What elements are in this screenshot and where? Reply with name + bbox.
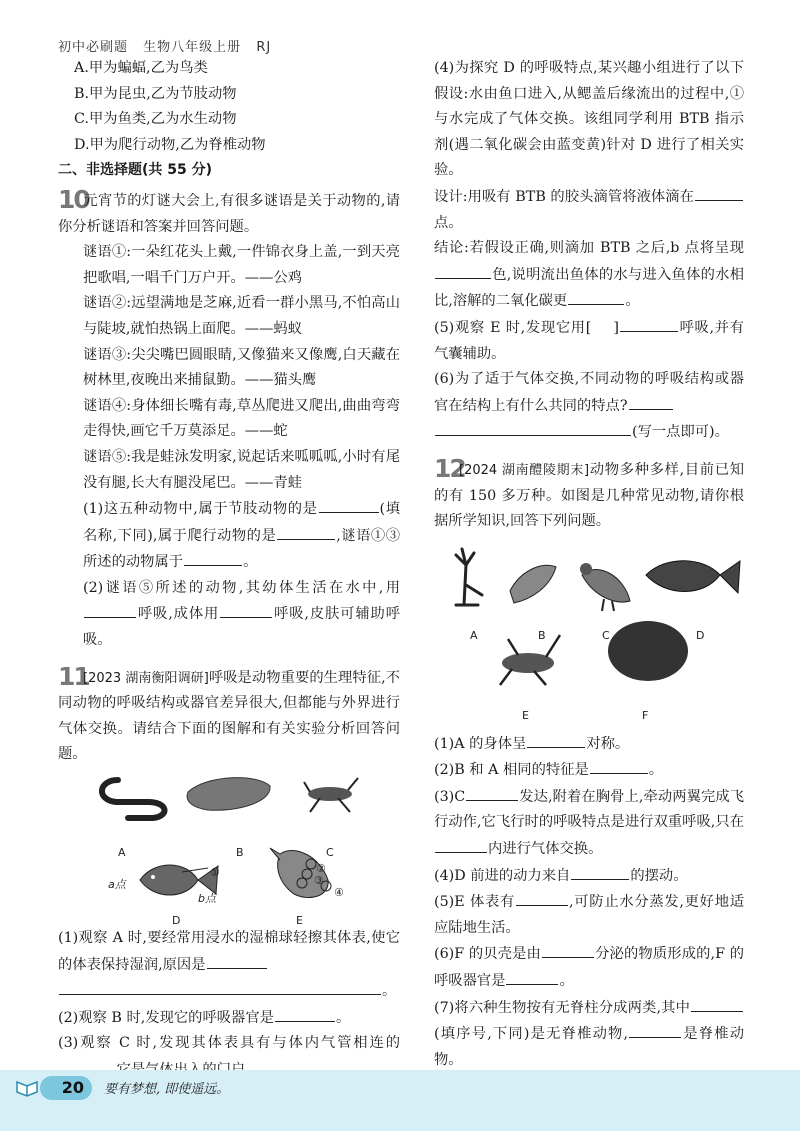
fig-marker-2: ② (316, 862, 326, 876)
fig-label-f: F (642, 708, 649, 722)
q12-number: 12 (434, 453, 465, 483)
answer-blank[interactable] (590, 757, 648, 774)
answer-blank[interactable] (84, 601, 136, 618)
q11-sub2-text-a: (2)观察 B 时,发现它的呼吸器官是 (58, 1009, 274, 1026)
q11-number: 11 (58, 661, 89, 691)
answer-blank[interactable] (542, 941, 594, 958)
left-column (58, 56, 400, 1084)
fig-point-b: b点 (198, 892, 216, 906)
q10-sub2 (58, 576, 400, 654)
fig-marker-4: ④ (334, 886, 344, 900)
fig-label-e: E (522, 708, 529, 722)
q12-s3-text-a: (3)C (434, 788, 466, 805)
q12-s4-text-b: 的摆动。 (630, 867, 688, 884)
q10-sub2-text-c: 呼吸,皮肤可辅助呼吸。 (83, 606, 401, 649)
q9-option-d: D.甲为爬行动物,乙为脊椎动物 (74, 136, 266, 153)
grasshopper-icon (500, 635, 560, 685)
q12-s7-text-b: (填序号,下同)是无脊椎动物, (434, 1026, 629, 1043)
q12-intro (434, 453, 744, 535)
q10-sub2-text-a: (2)谜语⑤所述的动物,其幼体生活在水中,用 (83, 579, 400, 596)
answer-blank[interactable] (527, 731, 585, 748)
fig-label-b: B (538, 628, 546, 642)
q11-source: [2023 湖南衡阳调研] (83, 670, 209, 686)
answer-blank[interactable] (435, 262, 491, 279)
q11-sub6 (434, 367, 744, 446)
fish-icon (646, 560, 740, 592)
q11-design (434, 184, 744, 236)
q11-animals-illustration (58, 768, 400, 926)
answer-blank[interactable] (516, 889, 568, 906)
q12-s4 (434, 863, 744, 890)
q12-source: [2024 湖南醴陵期末] (459, 462, 590, 478)
q12-s6 (434, 941, 744, 994)
q10-number: 10 (58, 184, 89, 214)
answer-blank[interactable] (691, 995, 743, 1012)
fig-label-a: A (470, 628, 478, 642)
answer-blank[interactable] (275, 1005, 335, 1022)
q11-sub5 (434, 315, 744, 367)
fig-label-d: D (696, 628, 705, 642)
q12-s6-text-b: 分泌的物质形成的,F 的呼吸器官是 (434, 946, 744, 990)
q10-sub1-text-a: (1)这五种动物中,属于节肢动物的是 (83, 501, 318, 518)
fig-marker-1: ① (210, 866, 220, 880)
q11-sub6-text-b: (写一点即可)。 (632, 424, 729, 441)
q12-intro-text: 动物多种多样,目前已知的有 150 多万种。如图是几种常见动物,请你根据所学知识,回答下列问题。 (434, 461, 744, 530)
answer-blank[interactable] (220, 601, 272, 618)
page-number: 20 (40, 1076, 92, 1100)
q10-riddle-4: 谜语④:身体细长嘴有毒,草丛爬进又爬出,曲曲弯弯走得快,画它千万莫添足。——蛇 (83, 397, 400, 440)
q10-riddle-3: 谜语③:尖尖嘴巴圆眼睛,又像猫来又像鹰,白天藏在树林里,夜晚出来捕鼠勤。——猫头鹰 (83, 346, 400, 389)
answer-blank[interactable] (435, 419, 631, 436)
q12-s7-text-c: 是脊椎动物。 (434, 1026, 744, 1068)
worm-icon (510, 565, 556, 603)
q11-sub6-text-a: (6)为了适于气体交换,不同动物的呼吸结构或器官在结构上有什么共同的特点? (434, 371, 744, 414)
answer-blank[interactable] (620, 315, 678, 332)
fig-point-a: a点 (108, 878, 126, 892)
q12-s7-text-a: (7)将六种生物按有无脊柱分成两类,其中 (434, 999, 690, 1016)
q12-s6-text-c: 。 (559, 973, 574, 990)
q12-s2 (434, 757, 744, 784)
q10-sub1-text-b: (填名称,下同),属于爬行动物的是 (83, 501, 401, 544)
q12-s6-text-a: (6)F 的贝壳是由 (434, 946, 541, 963)
q9-option-a: A.甲为蝙蝠,乙为鸟类 (74, 60, 208, 76)
q12-s2-text-b: 。 (648, 762, 664, 779)
q11-sub1-text-a: (1)观察 A 时,要经常用浸水的湿棉球轻擦其体表,使它的体表保持湿润,原因是 (58, 930, 400, 973)
fig-label-c: C (602, 628, 610, 642)
answer-blank[interactable] (319, 496, 379, 513)
grasshopper-icon (304, 778, 358, 812)
q12-s3-text-b: 发达,附着在胸骨上,牵动两翼完成飞行动作,它飞行时的呼吸特点是进行双重呼吸,只在 (434, 788, 744, 831)
q12-s7 (434, 995, 744, 1074)
fig-label-e: E (296, 914, 303, 928)
q11-sub4: (4)为探究 D 的呼吸特点,某兴趣小组进行了以下假设:水由鱼口进入,从鳃盖后缘流出的过程中,①与水完成了气体交换。该组同学利用 BTB 指示剂(遇二氧化碳会由蓝变黄)针对 D 进行了相关实验。 (434, 60, 744, 179)
q11-sub5-text-c: 呼吸,并有气囊辅助。 (434, 319, 744, 362)
header-edition: RJ (256, 40, 272, 55)
q12-s3 (434, 784, 744, 863)
q9-option-b: B.甲为昆虫,乙为节肢动物 (74, 85, 237, 102)
q11-sub1-text-b: 。 (382, 983, 397, 1000)
q11-intro (58, 661, 400, 768)
q11-sub5-text-b: ] (613, 319, 619, 336)
pigeon-icon (580, 563, 630, 611)
q12-figure (434, 535, 744, 731)
answer-blank[interactable] (629, 393, 673, 410)
fig-label-c: C (326, 846, 334, 860)
q12-s1-text-b: 对称。 (586, 735, 630, 752)
earthworm-icon (102, 780, 165, 818)
q10-sub2-text-b: 呼吸,成体用 (137, 606, 220, 623)
q11-sub2-text-b: 。 (335, 1009, 351, 1026)
q10-riddle-2: 谜语②:远望满地是芝麻,近看一群小黑马,不怕高山与陡坡,就怕热锅上面爬。——蚂蚁 (83, 295, 400, 337)
q12-s2-text-a: (2)B 和 A 相同的特征是 (434, 762, 589, 779)
answer-blank[interactable] (435, 836, 487, 853)
clam-icon (608, 621, 688, 681)
q12-s4-text-a: (4)D 前进的动力来自 (434, 867, 571, 884)
q11-sub5-text-a: (5)观察 E 时,发现它用[ (434, 319, 592, 336)
q10-riddle-5: 谜语⑤:我是蛙泳发明家,说起话来呱呱呱,小时有尾没有腿,长大有腿没尾巴。——青蛙 (83, 448, 400, 491)
q12-s3-text-c: 内进行气体交换。 (488, 841, 603, 858)
answer-blank[interactable] (207, 952, 267, 969)
mussel-icon (187, 778, 270, 811)
q11-conclusion-text-b: 色,说明流出鱼体的水与进入鱼体的水相比,溶解的二氧化碳更 (434, 266, 744, 310)
page-header (58, 36, 281, 55)
answer-blank[interactable] (277, 523, 335, 540)
page-footer (0, 1070, 800, 1131)
q11-sub3-text-a: (3)观察 C 时,发现其体表具有与体内气管相连的 (58, 1035, 400, 1052)
q11-conclusion (434, 236, 744, 315)
q12-s5-text-a: (5)E 体表有 (434, 894, 516, 911)
fig-marker-3: ③ (314, 874, 324, 888)
q11-sub2 (58, 1005, 400, 1032)
q11-sub1 (58, 926, 400, 1005)
answer-blank[interactable] (466, 784, 518, 801)
footer-slogan: 要有梦想, 即使遥远。 (104, 1082, 230, 1097)
section-title: 二、非选择题(共 55 分) (58, 162, 213, 179)
q11-intro-text: 呼吸是动物重要的生理特征,不同动物的呼吸结构或器官差异很大,但都能与外界进行气体交换。请结合下面的图解和有关实验分析回答问题。 (58, 669, 400, 763)
q10-intro-text: 元宵节的灯谜大会上,有很多谜语是关于动物的,请你分析谜语和答案并回答问题。 (58, 192, 400, 235)
q11-figure (58, 768, 400, 926)
q12-s1-text-a: (1)A 的身体呈 (434, 735, 527, 752)
answer-blank[interactable] (568, 288, 624, 305)
q11-conclusion-text-c: 。 (625, 293, 640, 310)
q11-design-text-a: 设计:用吸有 BTB 的胶头滴管将液体滴在 (434, 188, 694, 205)
q12-s1 (434, 731, 744, 758)
answer-blank[interactable] (59, 978, 381, 995)
q10-riddle-1: 谜语①:一朵红花头上戴,一件锦衣身上盖,一到天亮把歌唱,一唱千门万户开。——公鸡 (83, 244, 400, 286)
q10-sub1-text-c: ,谜语①③所述的动物属于 (83, 527, 401, 571)
q12-s5 (434, 889, 744, 941)
right-column (434, 56, 744, 1126)
fig-label-a: A (118, 846, 126, 860)
q10-intro (58, 184, 400, 240)
answer-blank[interactable] (506, 968, 558, 985)
q9-option-c: C.甲为鱼类,乙为水生动物 (74, 111, 237, 128)
q10-sub1 (58, 496, 400, 576)
answer-blank[interactable] (695, 184, 743, 201)
header-subject: 生物八年级上册 (143, 40, 242, 55)
answer-blank[interactable] (571, 863, 629, 880)
hydra-icon (456, 549, 482, 605)
book-icon (14, 1074, 40, 1100)
fig-label-b: B (236, 846, 244, 860)
answer-blank[interactable] (184, 549, 242, 566)
q11-design-text-b: 点。 (434, 214, 463, 231)
q10-sub1-text-d: 。 (243, 554, 258, 571)
answer-blank[interactable] (629, 1021, 681, 1038)
q11-conclusion-text-a: 结论:若假设正确,则滴加 BTB 之后,b 点将呈现 (434, 240, 744, 257)
q12-s5-text-b: ,可防止水分蒸发,更好地适应陆地生活。 (434, 894, 745, 936)
fig-label-d: D (172, 914, 181, 928)
header-book: 初中必刷题 (58, 40, 129, 55)
